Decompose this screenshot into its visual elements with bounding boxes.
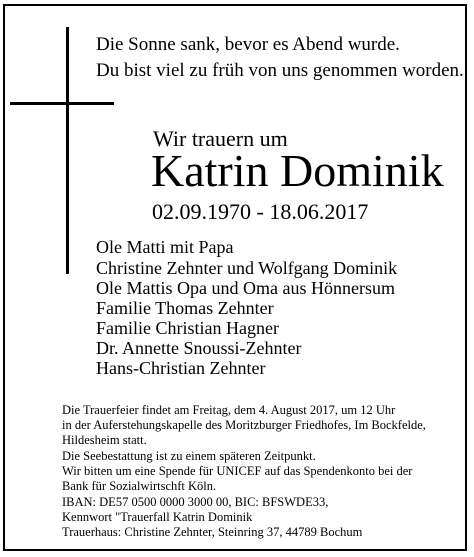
notice-line: Wir bitten um eine Spende für UNICEF auf das Spendenkonto bei der bbox=[62, 464, 413, 478]
notice-line: Die Trauerfeier findet am Freitag, dem 4. August 2017, um 12 Uhr bbox=[62, 403, 396, 417]
mourner-item: Ole Matti mit Papa bbox=[96, 237, 234, 257]
deceased-name: Katrin Dominik bbox=[151, 145, 444, 196]
notice-line: Die Seebestattung ist zu einem späteren Zeitpunkt. bbox=[62, 449, 316, 463]
mourner-item: Ole Mattis Opa und Oma aus Hönnersum bbox=[96, 278, 395, 298]
notice-line: Bank für Sozialwirtschft Köln. bbox=[62, 479, 217, 493]
mourner-item: Dr. Annette Snoussi-Zehnter bbox=[96, 338, 302, 358]
mourner-item: Christine Zehnter und Wolfgang Dominik bbox=[96, 258, 398, 278]
quote-line-1: Die Sonne sank, bevor es Abend wurde. bbox=[96, 34, 400, 55]
life-dates: 02.09.1970 - 18.06.2017 bbox=[152, 199, 369, 224]
notice-line: Trauerhaus: Christine Zehnter, Steinring 37, 44789 Bochum bbox=[62, 525, 363, 539]
quote-line-2: Du bist viel zu früh von uns genommen worden. bbox=[96, 60, 464, 81]
notice-line: IBAN: DE57 0500 0000 3000 00, BIC: BFSWDE33, bbox=[62, 495, 329, 509]
mourner-item: Familie Christian Hagner bbox=[96, 318, 279, 338]
mourner-item: Hans-Christian Zehnter bbox=[96, 358, 266, 378]
notice-line: Hildesheim statt. bbox=[62, 433, 147, 447]
notice-line: in der Auferstehungskapelle des Moritzburger Friedhofes, Im Bockfelde, bbox=[62, 418, 426, 432]
intro-text: Wir trauern um bbox=[153, 126, 288, 151]
mourner-item: Familie Thomas Zehnter bbox=[96, 298, 274, 318]
notice-line: Kennwort "Trauerfall Katrin Dominik bbox=[62, 510, 253, 524]
